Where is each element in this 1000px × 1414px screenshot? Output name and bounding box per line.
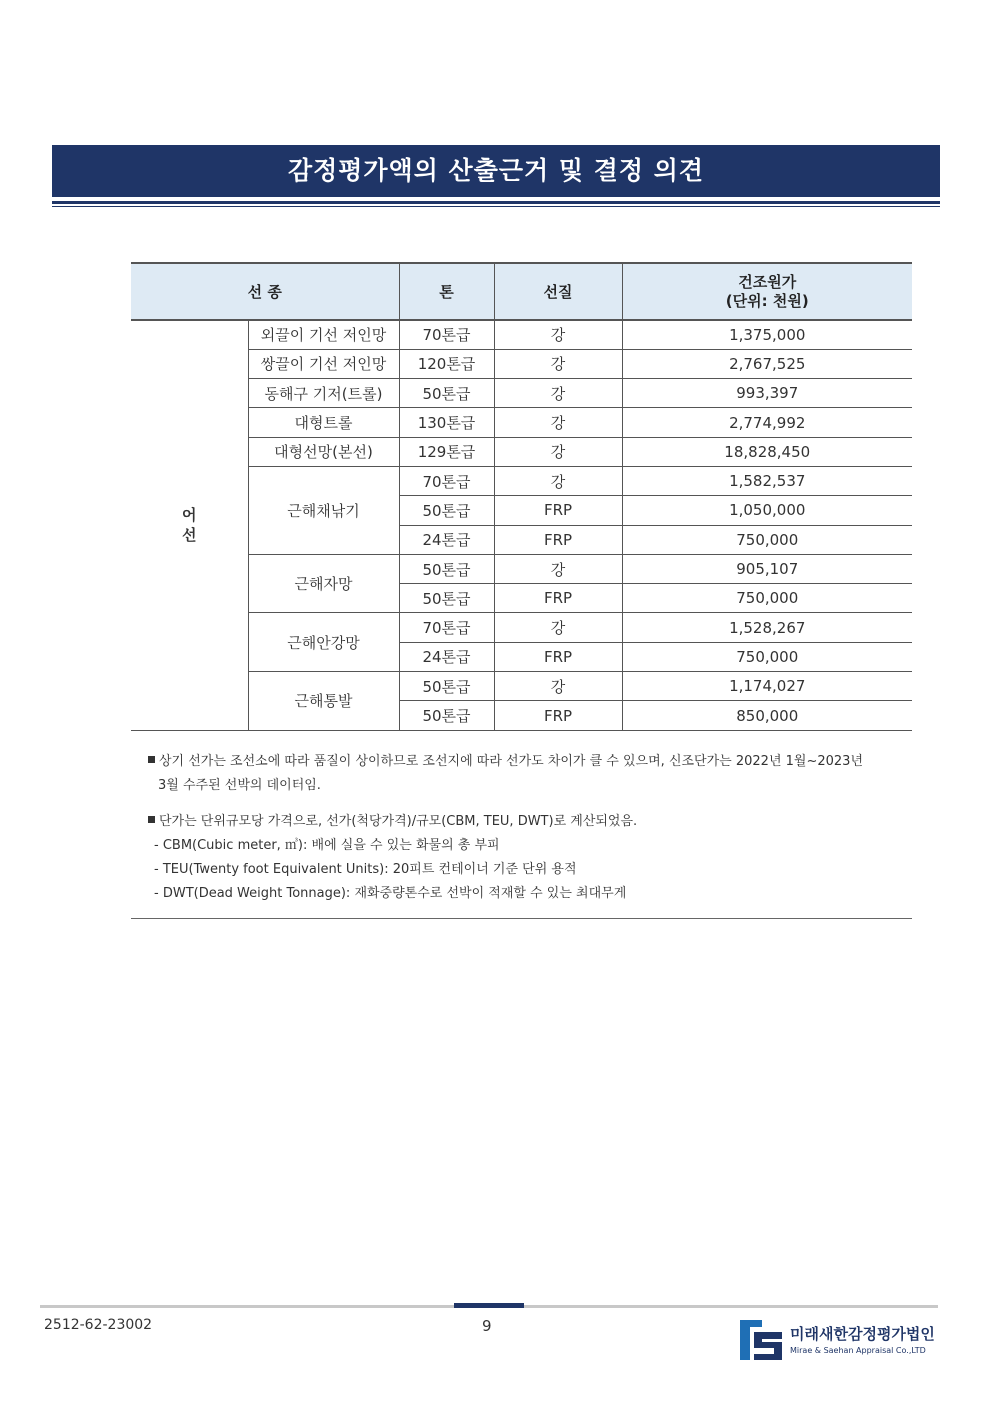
material-cell: 강 <box>494 349 622 378</box>
table-row <box>131 554 912 583</box>
tonnage-cell: 50톤급 <box>399 672 494 701</box>
header-cost-label: 건조원가 <box>738 272 797 291</box>
material-cell: FRP <box>494 496 622 525</box>
square-bullet-icon <box>148 756 155 763</box>
material-cell: 강 <box>494 437 622 466</box>
table-row <box>131 437 912 466</box>
tonnage-cell: 24톤급 <box>399 642 494 671</box>
company-name-english: Mirae & Saehan Appraisal Co.,LTD <box>790 1346 926 1355</box>
title-underline <box>52 201 940 204</box>
material-cell: 강 <box>494 672 622 701</box>
page-number: 9 <box>482 1317 492 1335</box>
cost-cell: 750,000 <box>622 642 912 671</box>
ship-type-cell: 대형트롤 <box>248 408 399 437</box>
note-text: 3월 수주된 선박의 데이터임. <box>158 778 321 793</box>
header-cost-unit: (단위: 천원) <box>725 291 809 310</box>
ship-type-cell: 근해자망 <box>248 554 399 613</box>
company-name-korean: 미래새한감정평가법인 <box>790 1325 935 1343</box>
construction-cost-table <box>131 262 912 731</box>
cost-cell: 750,000 <box>622 584 912 613</box>
tonnage-cell: 70톤급 <box>399 466 494 495</box>
cost-cell: 1,528,267 <box>622 613 912 642</box>
note-unit-price <box>148 810 863 906</box>
material-cell: FRP <box>494 701 622 730</box>
header-construction-cost <box>622 263 912 320</box>
material-cell: 강 <box>494 466 622 495</box>
material-cell: FRP <box>494 584 622 613</box>
header-tonnage: 톤 <box>399 263 494 320</box>
tonnage-cell: 50톤급 <box>399 584 494 613</box>
category-char: 선 <box>182 526 197 545</box>
tonnage-cell: 129톤급 <box>399 437 494 466</box>
tonnage-cell: 120톤급 <box>399 349 494 378</box>
tonnage-cell: 130톤급 <box>399 408 494 437</box>
cost-cell: 2,774,992 <box>622 408 912 437</box>
table-row <box>131 408 912 437</box>
square-bullet-icon <box>148 816 155 823</box>
cost-cell: 2,767,525 <box>622 349 912 378</box>
company-logo-icon <box>740 1320 782 1360</box>
tonnage-cell: 70톤급 <box>399 320 494 349</box>
ship-type-cell: 쌍끌이 기선 저인망 <box>248 349 399 378</box>
tonnage-cell: 50톤급 <box>399 379 494 408</box>
note-sub-cbm: - CBM(Cubic meter, ㎥): 배에 실을 수 있는 화물의 총 부피 <box>154 838 500 853</box>
document-number: 2512-62-23002 <box>44 1317 153 1333</box>
table-row <box>131 320 912 349</box>
cost-cell: 1,174,027 <box>622 672 912 701</box>
material-cell: FRP <box>494 525 622 554</box>
title-underline-thin <box>52 206 940 207</box>
material-cell: 강 <box>494 613 622 642</box>
table-row <box>131 466 912 495</box>
note-sub-teu: - TEU(Twenty foot Equivalent Units): 20피트 컨테이너 기준 단위 용적 <box>154 862 577 877</box>
notes-section <box>148 750 863 918</box>
tonnage-cell: 50톤급 <box>399 496 494 525</box>
tonnage-cell: 50톤급 <box>399 701 494 730</box>
cost-cell: 1,582,537 <box>622 466 912 495</box>
tonnage-cell: 24톤급 <box>399 525 494 554</box>
table-row <box>131 613 912 642</box>
tonnage-cell: 50톤급 <box>399 554 494 583</box>
tonnage-cell: 70톤급 <box>399 613 494 642</box>
table-header-row <box>131 263 912 320</box>
cost-cell: 850,000 <box>622 701 912 730</box>
cost-cell: 993,397 <box>622 379 912 408</box>
ship-type-cell: 근해채낚기 <box>248 466 399 554</box>
table-row <box>131 379 912 408</box>
note-sub-dwt: - DWT(Dead Weight Tonnage): 재화중량톤수로 선박이 적재할 수 있는 최대무게 <box>154 886 627 901</box>
footer-accent-bar <box>454 1303 524 1308</box>
page-title: 감정평가액의 산출근거 및 결정 의견 <box>52 145 940 197</box>
note-text: 상기 선가는 조선소에 따라 품질이 상이하므로 조선지에 따라 선가도 차이가 클 수 있으며, 신조단가는 2022년 1월~2023년 <box>159 754 864 769</box>
cost-cell: 750,000 <box>622 525 912 554</box>
ship-type-cell: 근해통발 <box>248 672 399 731</box>
ship-type-cell: 동해구 기저(트롤) <box>248 379 399 408</box>
material-cell: 강 <box>494 408 622 437</box>
note-text: 단가는 단위규모당 가격으로, 선가(척당가격)/규모(CBM, TEU, DWT)로 계산되었음. <box>159 814 638 829</box>
table-row <box>131 672 912 701</box>
header-material: 선질 <box>494 263 622 320</box>
header-ship-type: 선 종 <box>131 263 399 320</box>
ship-type-cell: 근해안강망 <box>248 613 399 672</box>
cost-cell: 1,375,000 <box>622 320 912 349</box>
note-price-variance <box>148 750 863 798</box>
material-cell: FRP <box>494 642 622 671</box>
material-cell: 강 <box>494 379 622 408</box>
notes-divider <box>131 918 912 919</box>
cost-cell: 1,050,000 <box>622 496 912 525</box>
material-cell: 강 <box>494 554 622 583</box>
category-cell <box>131 320 248 730</box>
category-char: 어 <box>182 506 197 525</box>
ship-type-cell: 대형선망(본선) <box>248 437 399 466</box>
table-row <box>131 349 912 378</box>
cost-cell: 905,107 <box>622 554 912 583</box>
ship-type-cell: 외끌이 기선 저인망 <box>248 320 399 349</box>
material-cell: 강 <box>494 320 622 349</box>
cost-cell: 18,828,450 <box>622 437 912 466</box>
